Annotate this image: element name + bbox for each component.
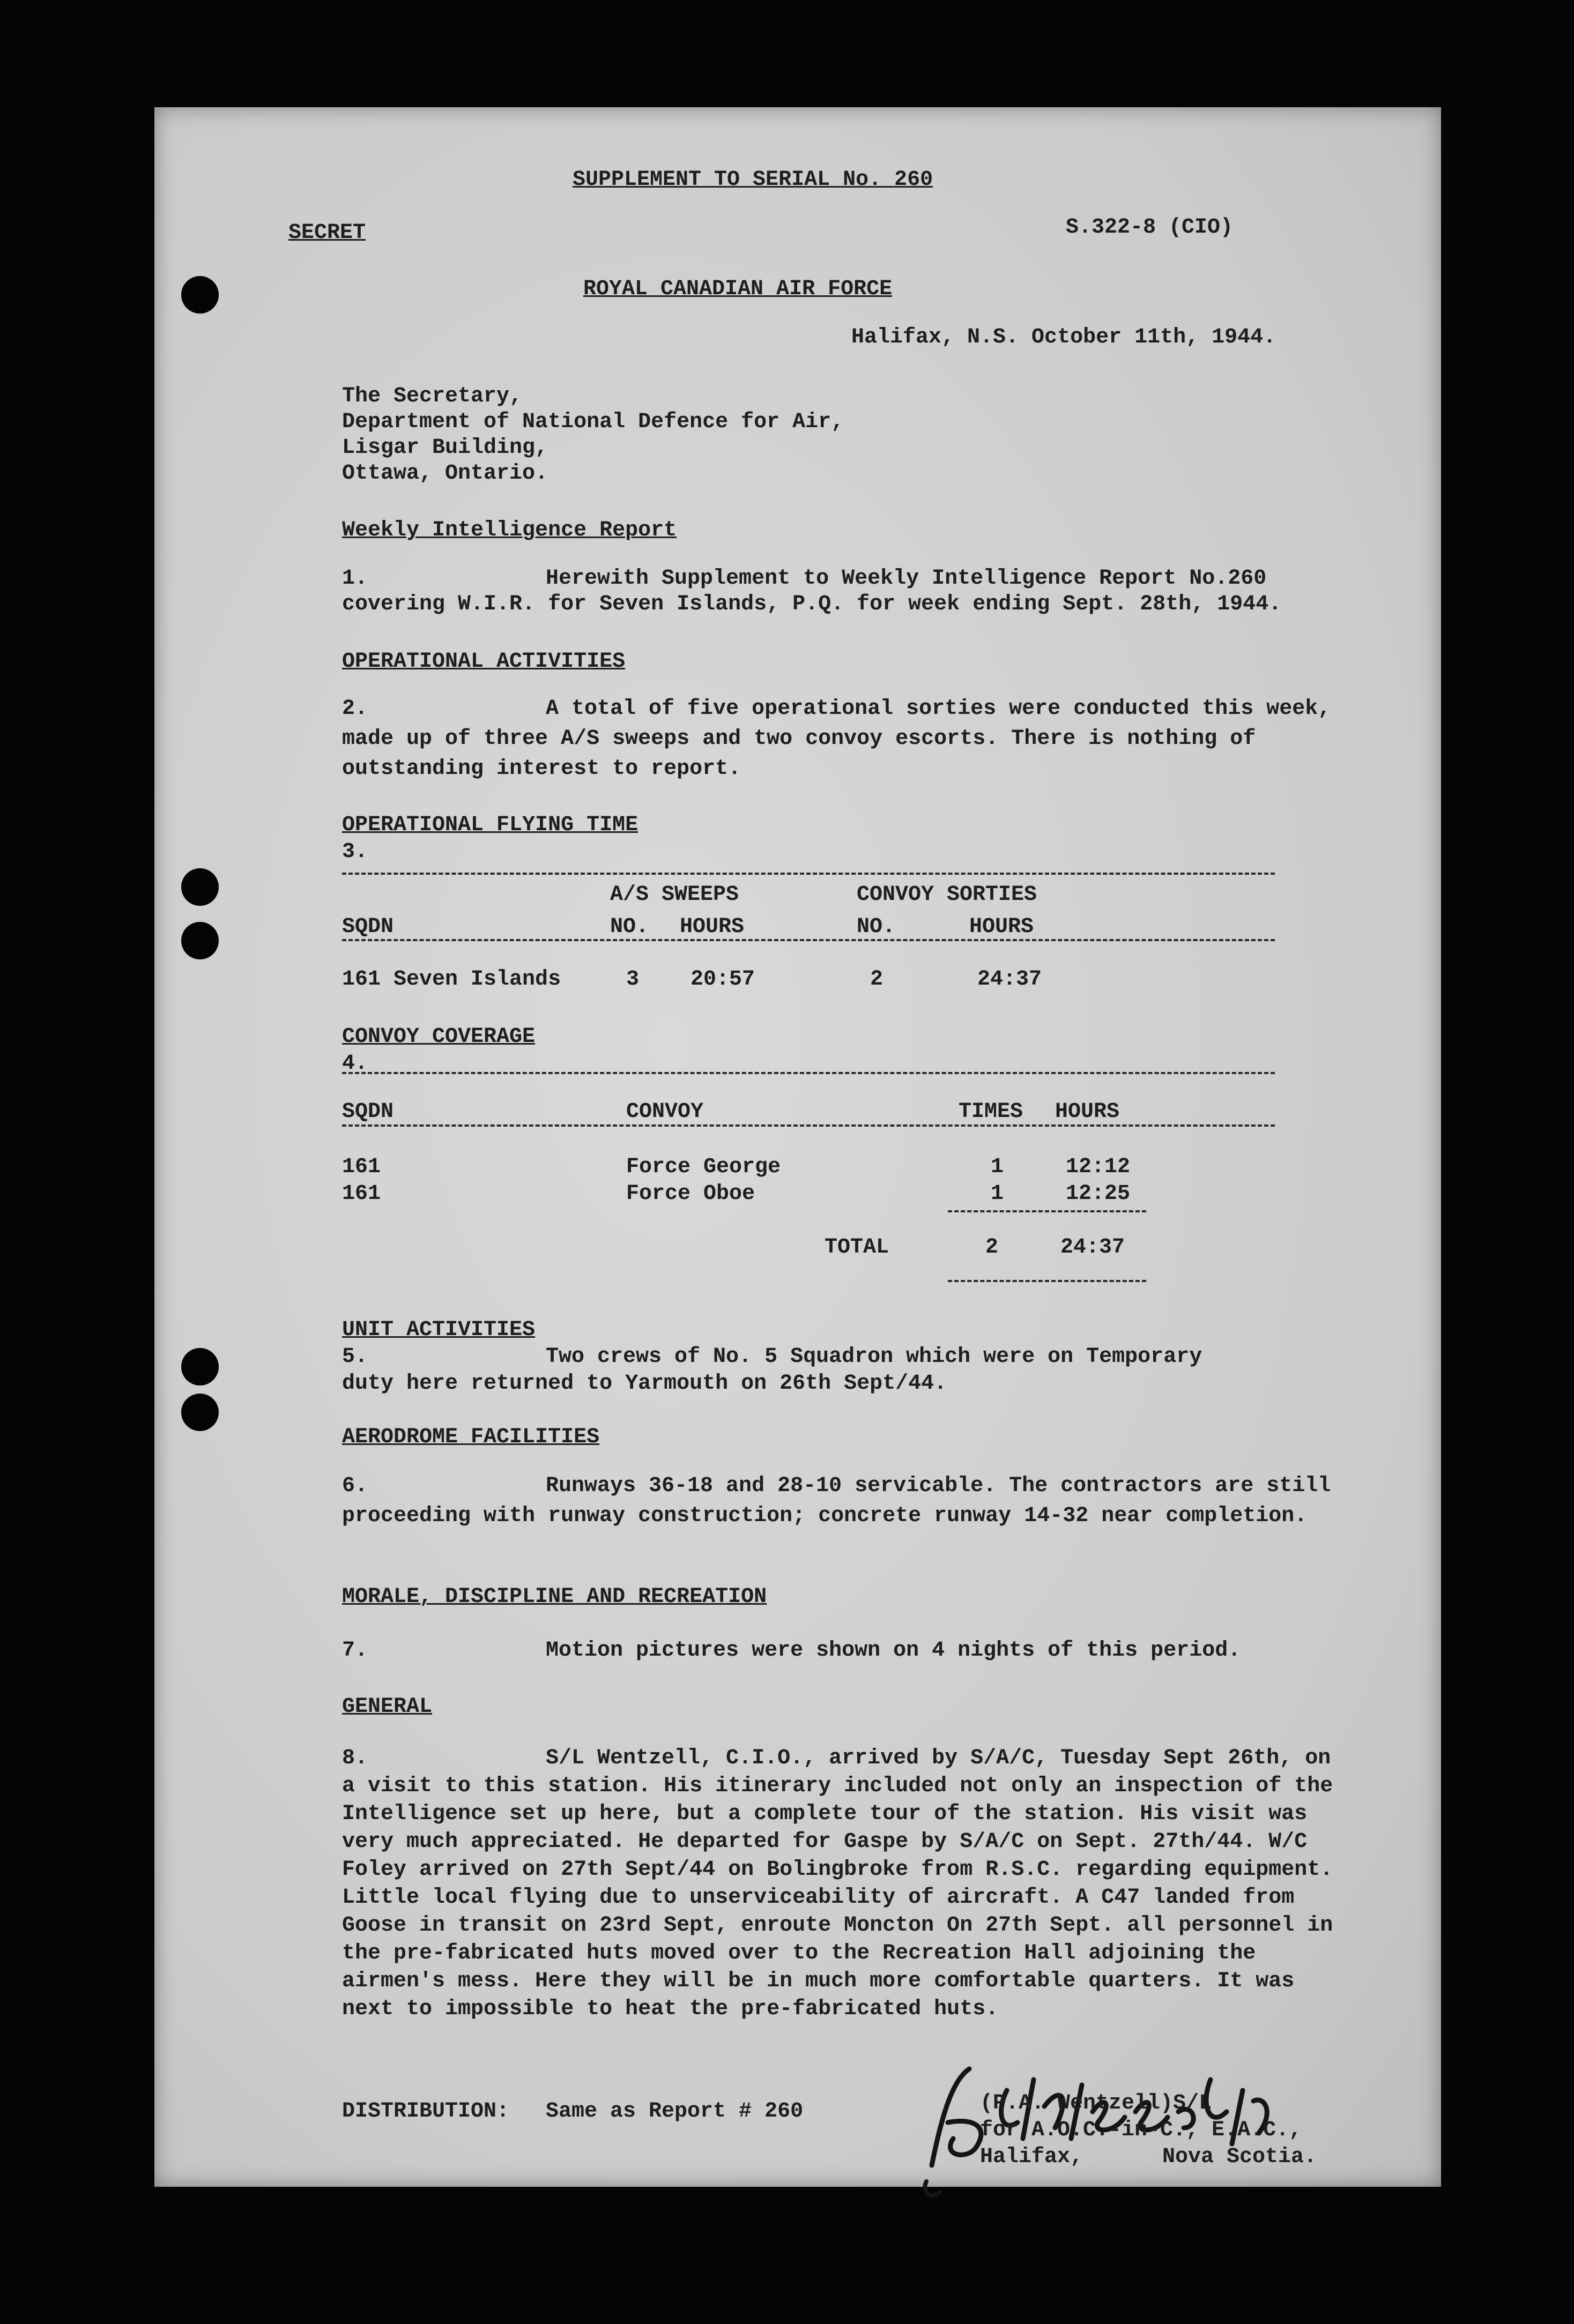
table-rule — [342, 1124, 1275, 1127]
distribution-label: DISTRIBUTION: — [342, 2099, 510, 2124]
table-cell: 24:37 — [977, 967, 1042, 992]
table-rule — [342, 873, 1275, 875]
organization-title: ROYAL CANADIAN AIR FORCE — [583, 277, 893, 301]
paragraph-number: 4. — [342, 1052, 368, 1076]
column-header: HOURS — [1055, 1100, 1120, 1124]
document-page — [154, 107, 1441, 2187]
aerodrome-facilities-text: Runways 36-18 and 28-10 servicable. The contractors are still proceeding with runway construction; concrete runway 14-32 near completion. — [342, 1474, 1331, 1528]
table-cell: 1 — [991, 1182, 1004, 1206]
table-cell: 20:57 — [691, 967, 755, 992]
paragraph-number: 7. — [342, 1638, 368, 1663]
column-header: NO. — [857, 915, 896, 939]
file-reference: S.322-8 (CIO) — [1066, 215, 1234, 240]
table-cell: Force George — [626, 1155, 781, 1179]
table-cell: 161 — [342, 1155, 381, 1179]
unit-activities-line-1: Two crews of No. 5 Squadron which were on Temporary — [546, 1345, 1202, 1369]
column-header: SQDN — [342, 915, 394, 939]
subject-heading: Weekly Intelligence Report — [342, 518, 677, 542]
paragraph-1-line-2: covering W.I.R. for Seven Islands, P.Q. for week ending Sept. 28th, 1944. — [342, 592, 1282, 616]
paragraph-number: 1. — [342, 567, 368, 591]
general-text: S/L Wentzell, C.I.O., arrived by S/A/C, Tuesday Sept 26th, on a visit to this station. His itinerary included not only an inspection of the Intelligence set up here, but a complete tour of the station. His visit was very much appreciated. He departed for Gaspe by S/A/C on Sept. 27th/44. W/C Foley arrived on 27th Sept/44 on Bolingbroke from R.S.C. regarding equipment. Little local flying due to unserviceability of aircraft. A C47 landed from Goose in transit on 23rd Sept, enroute Moncton On 27th Sept. all personnel in the pre-fabricated huts moved over to the Recreation Hall adjoining the airmen's mess. Here they will be in much more comfortable quarters. It was next to impossible to heat the pre-fabricated huts. — [342, 1746, 1333, 2021]
operational-activities-heading: OPERATIONAL ACTIVITIES — [342, 650, 626, 674]
distribution-text: Same as Report # 260 — [546, 2099, 804, 2124]
group-header-sweeps: A/S SWEEPS — [610, 883, 739, 907]
general-heading: GENERAL — [342, 1695, 433, 1719]
supplement-title: SUPPLEMENT TO SERIAL No. 260 — [573, 168, 933, 192]
aerodrome-facilities-heading: AERODROME FACILITIES — [342, 1425, 600, 1449]
total-label: TOTAL — [825, 1235, 889, 1260]
column-header: NO. — [610, 915, 649, 939]
address-line: The Secretary, — [342, 384, 523, 408]
general-paragraph — [342, 1745, 1339, 2023]
operational-activities-paragraph — [342, 694, 1339, 784]
column-header: HOURS — [680, 915, 745, 939]
table-cell: 2 — [870, 967, 883, 992]
address-line: Ottawa, Ontario. — [342, 461, 548, 486]
total-times: 2 — [985, 1235, 999, 1260]
flying-time-heading: OPERATIONAL FLYING TIME — [342, 813, 638, 837]
paragraph-number: 3. — [342, 840, 368, 864]
paragraph-number: 8. — [342, 1746, 368, 1770]
total-rule — [948, 1210, 1146, 1212]
morale-text: Motion pictures were shown on 4 nights of this period. — [546, 1638, 1241, 1663]
punch-hole — [181, 1348, 219, 1386]
punch-hole — [181, 868, 219, 906]
table-cell: 1 — [991, 1155, 1004, 1179]
paragraph-1-line-1: Herewith Supplement to Weekly Intelligence Report No.260 — [546, 567, 1267, 591]
group-header-convoy: CONVOY SORTIES — [857, 883, 1037, 907]
address-line: Lisgar Building, — [342, 436, 548, 460]
signatory-place: Halifax, — [980, 2145, 1083, 2169]
punch-hole — [181, 276, 219, 314]
column-header: HOURS — [969, 915, 1034, 939]
table-cell: 12:25 — [1066, 1182, 1131, 1206]
operational-activities-text: A total of five operational sorties were conducted this week, made up of three A/S sweeps and two convoy escorts. There is nothing of outstanding interest to report. — [342, 697, 1331, 781]
paragraph-number: 5. — [342, 1345, 368, 1369]
column-header: CONVOY — [626, 1100, 704, 1124]
unit-activities-heading: UNIT ACTIVITIES — [342, 1318, 536, 1342]
table-rule — [342, 1072, 1275, 1074]
signatory-name: (P.A. Wentzell)S/L — [980, 2091, 1212, 2116]
secret-marking: SECRET — [288, 221, 366, 245]
address-line: Department of National Defence for Air, — [342, 410, 844, 434]
punch-hole — [181, 1394, 219, 1431]
table-cell: 161 Seven Islands — [342, 967, 561, 992]
column-header: TIMES — [959, 1100, 1023, 1124]
table-cell: Force Oboe — [626, 1182, 755, 1206]
morale-heading: MORALE, DISCIPLINE AND RECREATION — [342, 1585, 767, 1609]
unit-activities-line-2: duty here returned to Yarmouth on 26th Sept/44. — [342, 1372, 947, 1396]
table-rule — [342, 939, 1275, 941]
signatory-province: Nova Scotia. — [1162, 2145, 1317, 2169]
table-cell: 161 — [342, 1182, 381, 1206]
table-cell: 12:12 — [1066, 1155, 1131, 1179]
total-hours: 24:37 — [1060, 1235, 1125, 1260]
total-rule — [948, 1280, 1146, 1282]
date-line: Halifax, N.S. October 11th, 1944. — [851, 325, 1276, 349]
table-cell: 3 — [626, 967, 640, 992]
paragraph-number: 6. — [342, 1474, 368, 1498]
convoy-coverage-heading: CONVOY COVERAGE — [342, 1025, 536, 1049]
aerodrome-facilities-paragraph — [342, 1471, 1339, 1531]
paragraph-number: 2. — [342, 697, 368, 721]
column-header: SQDN — [342, 1100, 394, 1124]
signatory-for-line: for A.O.C.-in-C., E.A.C., — [980, 2118, 1302, 2142]
punch-hole — [181, 922, 219, 959]
